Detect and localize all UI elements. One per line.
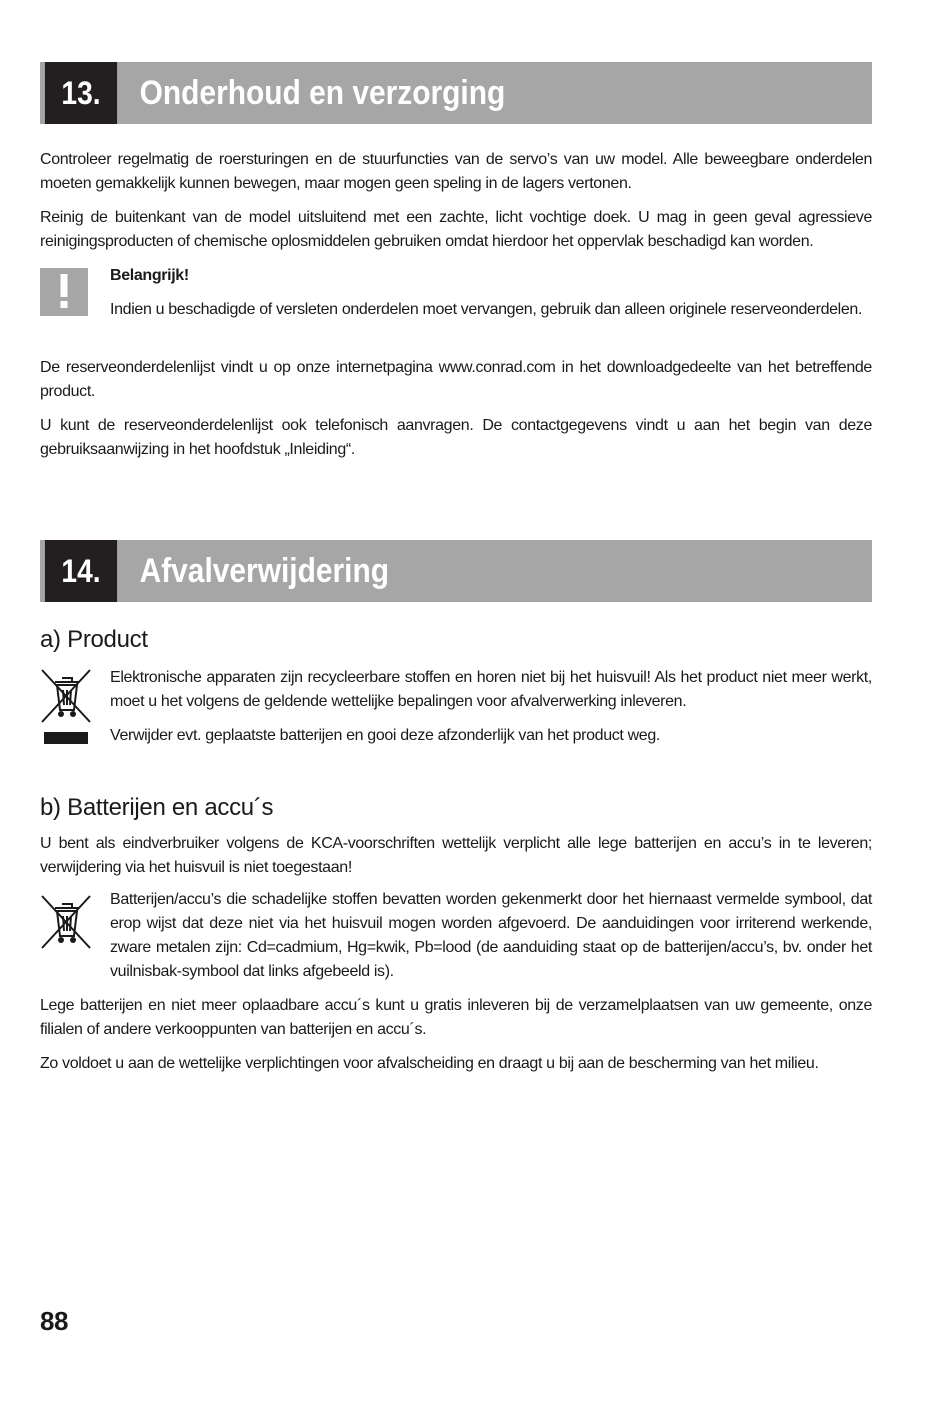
section-13-title: Onderhoud en verzorging bbox=[139, 73, 506, 112]
section-13-number: 13. bbox=[45, 62, 117, 124]
subheading-product: a) Product bbox=[40, 626, 148, 653]
paragraph: Lege batterijen en niet meer oplaadbare accu´s kunt u gratis inleveren bij de verzamelplaatsen van uw gemeente, onze filialen of andere verkooppunten van batterijen en accu´s. bbox=[40, 997, 872, 1038]
paragraph: U kunt de reserveonderdelenlijst ook telefonisch aanvragen. De contactgegevens vindt u aan het begin van deze gebruiksaanwijzing in het hoofdstuk „Inleiding“. bbox=[40, 417, 872, 458]
crossed-out-wheelie-bin-icon bbox=[40, 894, 94, 957]
paragraph: Zo voldoet u aan de wettelijke verplichtingen voor afvalscheiding en draagt u bij aan de bescherming van het milieu. bbox=[40, 1055, 819, 1072]
paragraph: Reinig de buitenkant van de model uitsluitend met een zachte, licht vochtige doek. U mag in geen geval agressieve reinigingsproducten of chemische oplosmiddelen gebruiken omdat hierdoor het oppervlak beschadigd kan worden. bbox=[40, 209, 872, 250]
warning-title: Belangrijk! bbox=[110, 267, 189, 284]
paragraph: Elektronische apparaten zijn recycleerbare stoffen en horen niet bij het huisvuil! Als het product niet meer werkt, moet u het volgens de geldende wettelijke bepalingen voor afvalverwerking inleveren. bbox=[110, 669, 872, 710]
subheading-batteries: b) Batterijen en accu´s bbox=[40, 794, 274, 821]
page-number: 88 bbox=[40, 1306, 68, 1336]
section-14-number: 14. bbox=[45, 540, 117, 602]
paragraph: Verwijder evt. geplaatste batterijen en gooi deze afzonderlijk van het product weg. bbox=[110, 727, 660, 744]
section-13-header bbox=[40, 62, 872, 124]
paragraph: De reserveonderdelenlijst vindt u op onze internetpagina www.conrad.com in het downloadgedeelte van het betreffende product. bbox=[40, 359, 872, 400]
section-14-title: Afvalverwijdering bbox=[139, 551, 390, 590]
exclamation-icon bbox=[40, 268, 88, 316]
paragraph: Batterijen/accu’s die schadelijke stoffen bevatten worden gekenmerkt door het hiernaast vermelde symbool, dat erop wijst dat deze niet via het huisvuil mogen worden afgevoerd. De aanduidingen voor irriterend werkende, zware metalen zijn: Cd=cadmium, Hg=kwik, Pb=lood (de aanduiding staat op de batterijen/accu’s, bv. onder het vuilnisbak-symbool dat links afgebeeld is). bbox=[110, 891, 872, 980]
paragraph: Controleer regelmatig de roersturingen en de stuurfuncties van de servo’s van uw model. Alle beweegbare onderdelen moeten gemakkelijk kunnen bewegen, maar mogen geen speling in de lagers vertonen. bbox=[40, 151, 872, 192]
paragraph: U bent als eindverbruiker volgens de KCA-voorschriften wettelijk verplicht alle lege batterijen en accu’s in te leveren; verwijdering via het huisvuil is niet toegestaan! bbox=[40, 835, 872, 876]
warning-text: Indien u beschadigde of versleten onderdelen moet vervangen, gebruik dan alleen originele reserveonderdelen. bbox=[110, 301, 863, 318]
section-14-header bbox=[40, 540, 872, 602]
crossed-out-wheelie-bin-icon bbox=[40, 668, 94, 753]
